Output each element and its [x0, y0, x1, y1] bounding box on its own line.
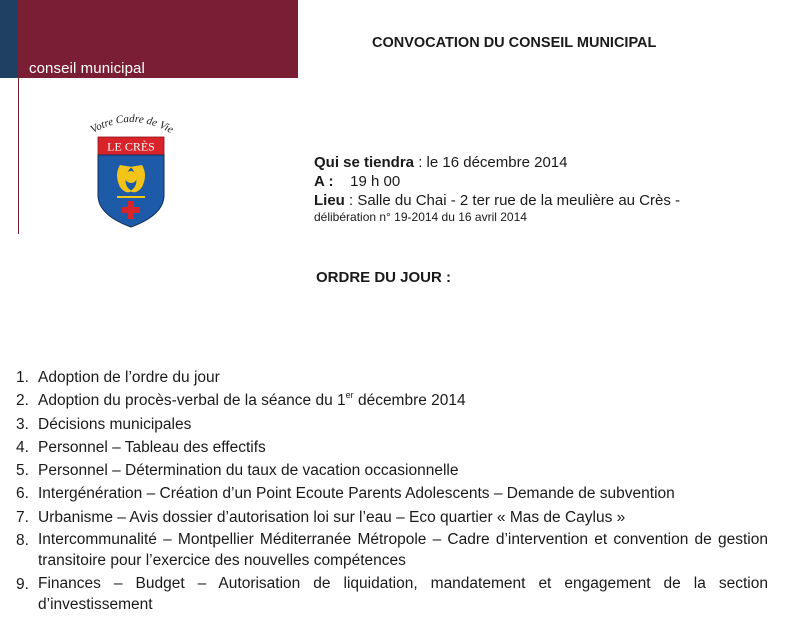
- date-label: Qui se tiendra: [314, 154, 415, 171]
- margin-rule: [18, 78, 19, 234]
- agenda-item-text: Intergénération – Création d’un Point Ecoute Parents Adolescents – Demande de subvention: [38, 485, 675, 503]
- agenda-item: [16, 413, 768, 436]
- crest-motto: Votre Cadre de Vie: [88, 112, 176, 136]
- meeting-details: [314, 153, 680, 225]
- meeting-time-row: [314, 172, 680, 191]
- agenda-item-text: Personnel – Tableau des effectifs: [38, 438, 266, 456]
- agenda-item-number: 6.: [16, 485, 29, 503]
- agenda-item: [16, 389, 768, 412]
- agenda-heading: ORDRE DU JOUR :: [316, 269, 452, 286]
- agenda-item-number: 7.: [16, 508, 29, 526]
- agenda-item-number: 5.: [16, 462, 29, 480]
- agenda-item-text: Personnel – Détermination du taux de vacation occasionnelle: [38, 462, 459, 480]
- place-label: Lieu: [314, 192, 345, 209]
- agenda-item-text: [38, 389, 768, 412]
- agenda-item: [16, 573, 768, 615]
- agenda-item-number: 3.: [16, 415, 29, 433]
- agenda-item-text: Adoption de l’ordre du jour: [38, 369, 220, 386]
- agenda-item: [16, 482, 768, 505]
- meeting-place-row: [314, 191, 680, 210]
- time-label: A :: [314, 173, 334, 190]
- place-value: : Salle du Chai - 2 ter rue de la meulière au Crès -: [344, 192, 680, 209]
- agenda-item-number: 9.: [16, 576, 29, 594]
- agenda-list: [16, 366, 768, 617]
- deliberation-reference: délibération n° 19-2014 du 16 avril 2014: [314, 210, 527, 224]
- meeting-date-row: [314, 153, 680, 172]
- agenda-item: [16, 506, 768, 529]
- agenda-item-number: 4.: [16, 438, 29, 456]
- agenda-item-text: Urbanisme – Avis dossier d’autorisation loi sur l’eau – Eco quartier « Mas de Caylus »: [38, 508, 626, 526]
- agenda-item-number: 2.: [16, 392, 29, 410]
- agenda-item: [16, 436, 768, 459]
- town-crest-logo: [84, 111, 178, 231]
- agenda-item-number: 1.: [16, 369, 29, 386]
- banner-accent-strip: [0, 0, 18, 78]
- agenda-item-number: 8.: [16, 532, 29, 550]
- agenda-item-text-part: Adoption du procès-verbal de la séance du 1: [38, 392, 346, 410]
- agenda-item: [16, 366, 768, 389]
- crest-town-name: LE CRÈS: [107, 139, 155, 154]
- svg-text:Votre Cadre de Vie: [89, 113, 176, 136]
- agenda-item-text-part: décembre 2014: [353, 392, 466, 410]
- ordinal-superscript: er: [345, 390, 354, 401]
- time-value: 19 h 00: [350, 173, 401, 190]
- date-value: : le 16 décembre 2014: [414, 154, 568, 171]
- agenda-item: [16, 529, 768, 571]
- header-banner: [0, 0, 298, 78]
- agenda-item-text: Intercommunalité – Montpellier Méditerranée Métropole – Cadre d’intervention et convention de gestion transitoire pour l’exercice des nouvelles compétences: [38, 531, 768, 570]
- banner-label: conseil municipal: [29, 60, 145, 77]
- document-title: CONVOCATION DU CONSEIL MUNICIPAL: [372, 35, 657, 51]
- agenda-item-text: Décisions municipales: [38, 415, 192, 433]
- agenda-item-text: Finances – Budget – Autorisation de liquidation, mandatement et engagement de la section d’investissement: [38, 575, 768, 614]
- agenda-item: [16, 459, 768, 482]
